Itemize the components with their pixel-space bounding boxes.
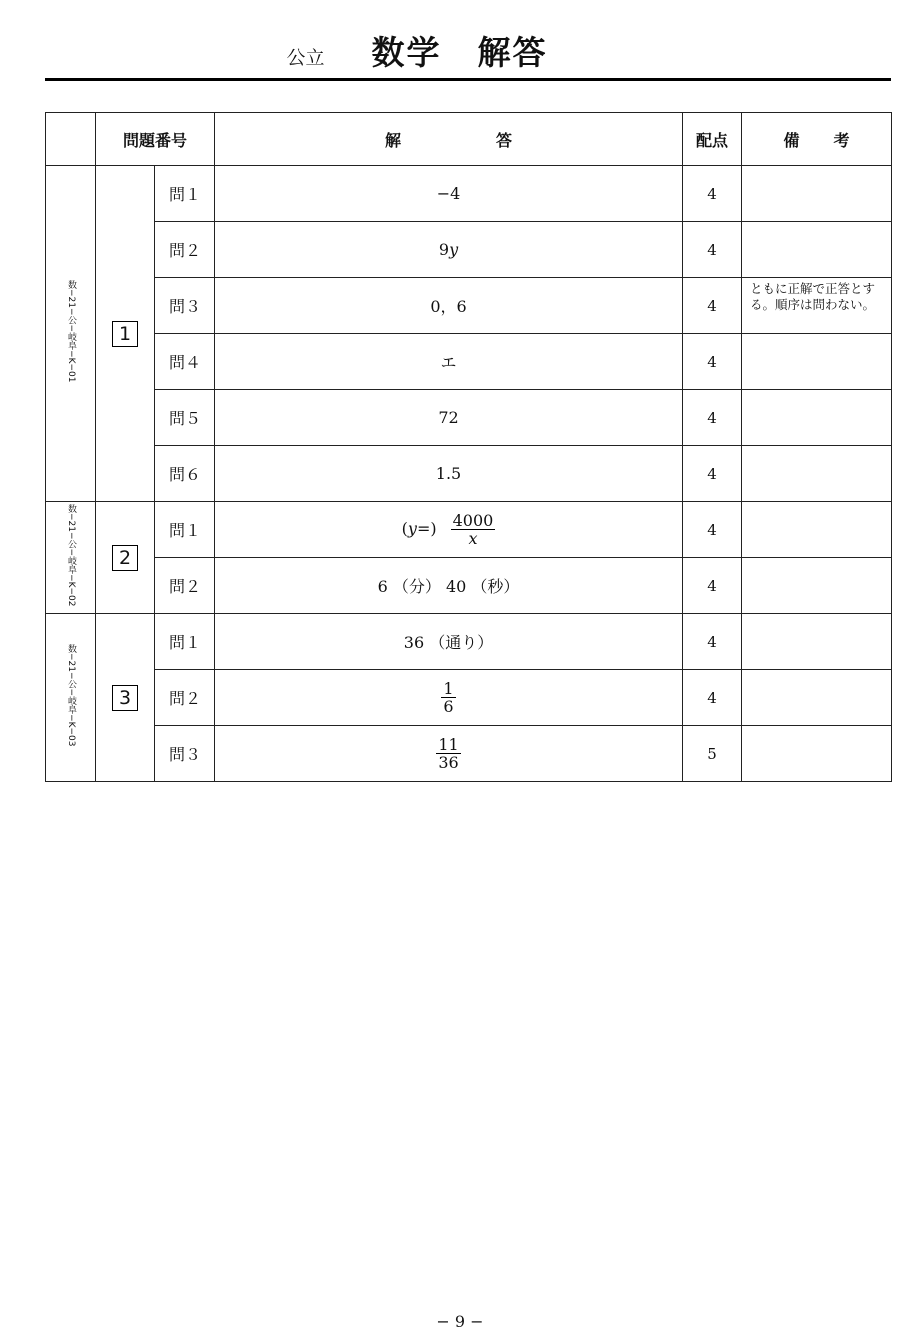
group-code: 数−21−公−岐阜−K−01 (66, 280, 76, 383)
group-number-cell (96, 166, 155, 502)
note-cell (742, 558, 892, 614)
public-label: 公立 (286, 47, 325, 69)
subject-label: 数学 (371, 33, 442, 72)
group-number-cell (96, 614, 155, 782)
header-answer: 解 答 (215, 113, 683, 166)
question-number: 問２ (155, 670, 215, 726)
note-cell (742, 390, 892, 446)
table-row (46, 334, 892, 390)
header-notes: 備 考 (742, 113, 892, 166)
points-cell: 4 (683, 390, 742, 446)
group-code-cell (46, 502, 96, 614)
points-cell: 4 (683, 614, 742, 670)
note-cell (742, 446, 892, 502)
points-cell: 5 (683, 726, 742, 782)
table-row (46, 278, 892, 334)
note-cell (742, 334, 892, 390)
table-row (46, 390, 892, 446)
answer-cell: 1.5 (215, 446, 683, 502)
answer-cell (215, 502, 683, 558)
answer-table (45, 112, 892, 782)
table-row (46, 166, 892, 222)
points-cell: 4 (683, 166, 742, 222)
note-cell (742, 166, 892, 222)
group-code: 数−21−公−岐阜−K−02 (66, 504, 76, 607)
points-cell: 4 (683, 222, 742, 278)
question-number: 問３ (155, 278, 215, 334)
header-question-number: 問題番号 (96, 113, 215, 166)
note-cell (742, 502, 892, 558)
group-code-cell (46, 166, 96, 502)
question-number: 問２ (155, 558, 215, 614)
question-number: 問１ (155, 614, 215, 670)
question-number: 問５ (155, 390, 215, 446)
group-number-box: 2 (112, 545, 138, 571)
table-row (46, 670, 892, 726)
question-number: 問１ (155, 502, 215, 558)
table-row (46, 502, 892, 558)
note-cell (742, 726, 892, 782)
note-cell (742, 614, 892, 670)
table-row (46, 446, 892, 502)
answer-cell: −4 (215, 166, 683, 222)
table-row (46, 726, 892, 782)
question-number: 問３ (155, 726, 215, 782)
answer-cell: 0，6 (215, 278, 683, 334)
points-cell: 4 (683, 502, 742, 558)
points-cell: 4 (683, 670, 742, 726)
table-row (46, 614, 892, 670)
question-number: 問２ (155, 222, 215, 278)
group-number-cell (96, 502, 155, 614)
question-number: 問６ (155, 446, 215, 502)
answer-fraction: $\frac{11}{36}$ (438, 735, 459, 772)
title-rule (45, 78, 891, 81)
question-number: 問４ (155, 334, 215, 390)
group-number-box: 3 (112, 685, 138, 711)
page-number: − 9 − (436, 1312, 484, 1331)
header-points: 配点 (683, 113, 742, 166)
points-cell: 4 (683, 334, 742, 390)
answer-cell: エ (215, 334, 683, 390)
note-cell (742, 670, 892, 726)
table-row (46, 558, 892, 614)
points-cell: 4 (683, 278, 742, 334)
group-number-box: 1 (112, 321, 138, 347)
answer-cell (215, 670, 683, 726)
answer-cell (215, 726, 683, 782)
document-title (0, 28, 920, 78)
answer-cell: 72 (215, 390, 683, 446)
answer-cell: 36 （通り） (215, 614, 683, 670)
points-cell: 4 (683, 446, 742, 502)
points-cell: 4 (683, 558, 742, 614)
title-main (372, 33, 548, 72)
answer-cell: 6 （分） 40 （秒） (215, 558, 683, 614)
answer-prefix: (y=) (401, 519, 437, 538)
header-row (46, 113, 892, 166)
note-cell: ともに正解で正答とする。順序は問わない。 (742, 278, 892, 334)
answer-fraction: $\frac{4000}{x}$ (452, 511, 494, 548)
doc-type-label: 解答 (477, 33, 548, 72)
group-code: 数−21−公−岐阜−K−03 (66, 644, 76, 747)
answer-cell: 9y (215, 222, 683, 278)
table-row (46, 222, 892, 278)
question-number: 問１ (155, 166, 215, 222)
group-code-cell (46, 614, 96, 782)
note-cell (742, 222, 892, 278)
answer-fraction: $\frac{1}{6}$ (443, 679, 454, 716)
header-blank (46, 113, 96, 166)
